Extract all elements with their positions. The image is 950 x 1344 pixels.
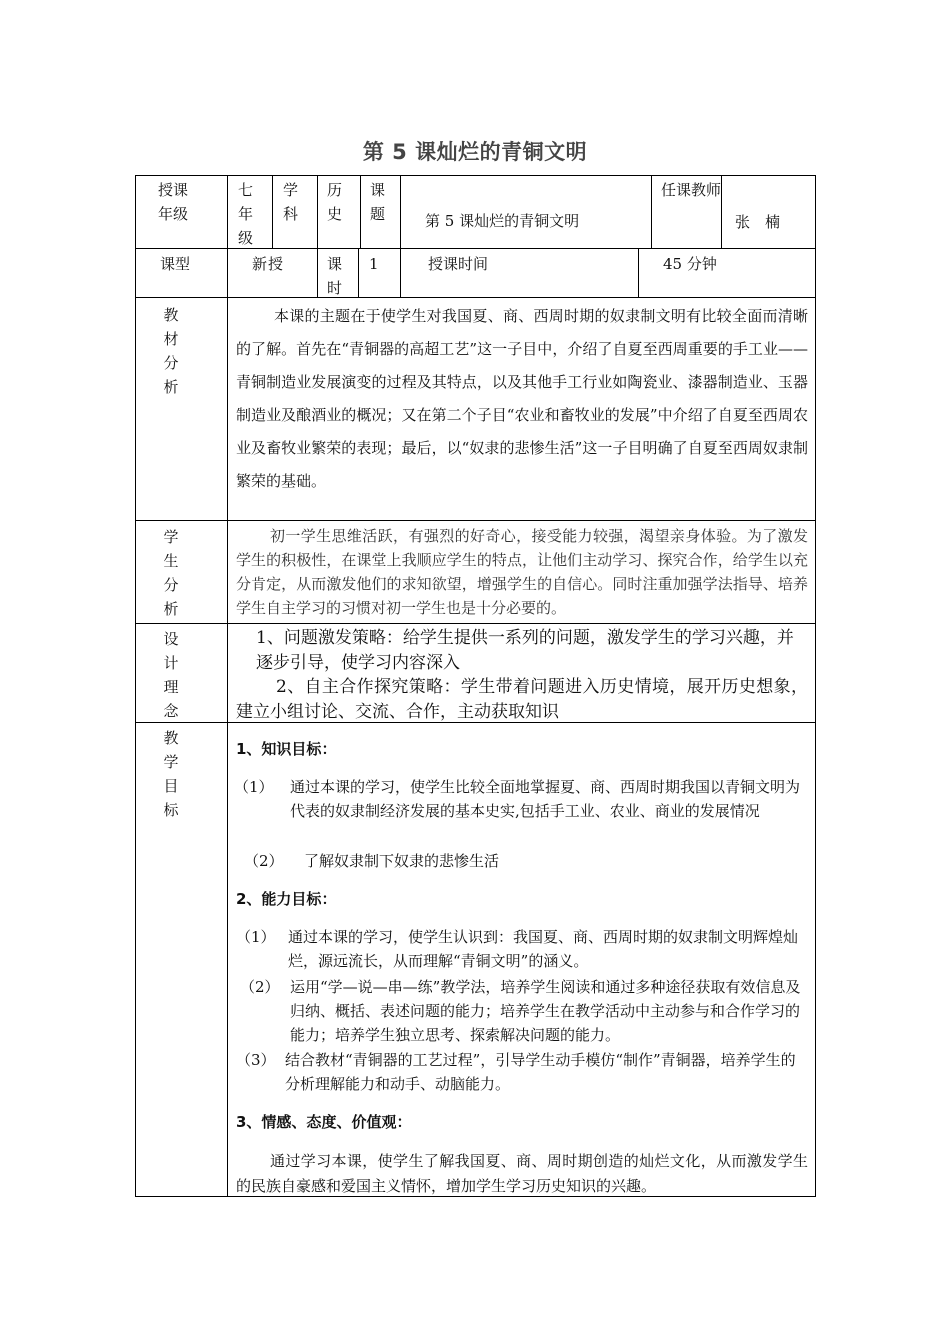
students-text: 初一学生思维活跃，有强烈的好奇心，接受能力较强，渴望亲身体验。为了激发学生的积极性，在课堂上我顺应学生的特点，让他们主动学习、探究合作，给学生以充分肯定，从而激发他们的求知欲望，增强学生的自信心。同时注重加强学法指导、培养学生自主学习的习惯对初一学生也是十分必要的。 [236,527,808,617]
time-label: 授课时间 [428,255,489,273]
knowledge-item-1: 通过本课的学习，使学生比较全面地掌握夏、商、西周时期我国以青铜文明为代表的奴隶制经济发展的基本史实,包括手工业、农业、商业的发展情况 [290,778,801,820]
column-divider [227,175,228,1197]
ability-item-2-num: （2） [240,978,280,996]
design-item-1: 1、问题激发策略：给学生提供一系列的问题，激发学生的学习兴趣，并逐步引导，使学习内容深入 [256,628,794,673]
knowledge-heading: 1、知识目标： [236,740,337,758]
hours-value: 1 [369,255,379,273]
material-text: 本课的主题在于使学生对我国夏、商、西周时期的奴隶制文明有比较全面而清晰的了解。首先在“青铜器的高超工艺”这一子目中，介绍了自夏至西周重要的手工业——青铜制造业发展演变的过程及其特点，以及其他手工行业如陶瓷业、漆器制造业、玉器制造业及酿酒业的概况；又在第二个子目“农业和畜牧业的发展”中介绍了自夏至西周农业及畜牧业繁荣的表现；最后，以“奴隶的悲惨生活”这一子目明确了自夏至西周奴隶制繁荣的基础。 [236,307,808,490]
column-divider [400,175,401,248]
grade-value: 七年级 [238,181,254,247]
row-divider [135,520,816,521]
type-value: 新授 [252,255,285,273]
subject-value: 历史 [327,181,343,223]
page-title: 第 5 课灿烂的青铜文明 [362,140,588,164]
material-label: 教材分析 [163,306,179,396]
column-divider [400,248,401,297]
hours-label: 课时 [327,255,343,297]
knowledge-item-1-num: （1） [234,778,274,796]
column-divider [638,248,639,297]
column-divider [360,175,361,248]
ability-item-3-num: （3） [236,1051,276,1069]
students-label: 学生分析 [163,528,179,618]
ability-item-3: 结合教材“青铜器的工艺过程”，引导学生动手模仿“制作”青铜器，培养学生的分析理解能力和动手、动脑能力。 [285,1051,796,1093]
column-divider [651,175,652,248]
topic-label: 课题 [370,181,386,223]
ability-heading: 2、能力目标： [236,890,337,908]
column-divider [721,175,722,248]
type-label: 课型 [160,255,191,273]
emotion-heading: 3、情感、态度、价值观： [236,1113,412,1131]
emotion-text: 通过学习本课，使学生了解我国夏、商、周时期创造的灿烂文化，从而激发学生的民族自豪感和爱国主义情怀，增加学生学习历史知识的兴趣。 [236,1152,808,1195]
design-item-2: 2、自主合作探究策略：学生带着问题进入历史情境，展开历史想象，建立小组讨论、交流、合作，主动获取知识 [236,677,808,722]
column-divider [317,175,318,248]
goals-label: 教学目标 [163,729,179,819]
subject-label: 学科 [283,181,299,223]
time-value: 45 分钟 [663,255,717,273]
design-label: 设计理念 [163,630,179,720]
ability-item-1-num: （1） [236,928,276,946]
column-divider [272,175,273,248]
column-divider [317,248,318,297]
ability-item-1: 通过本课的学习，使学生认识到：我国夏、商、西周时期的奴隶制文明辉煌灿烂，源远流长，从而理解“青铜文明”的涵义。 [288,928,799,970]
teacher-value: 张 楠 [735,213,781,231]
teacher-label: 任课教师 [661,181,722,199]
grade-label: 授课年级 [158,181,189,223]
row-divider [135,297,816,298]
row-divider [135,623,816,624]
column-divider [358,248,359,297]
knowledge-item-2-num: （2） [244,852,284,870]
knowledge-item-2: 了解奴隶制下奴隶的悲惨生活 [304,852,500,870]
ability-item-2: 运用“学—说—串—练”教学法，培养学生阅读和通过多种途径获取有效信息及归纳、概括、表述问题的能力；培养学生在教学活动中主动参与和合作学习的能力；培养学生独立思考、探索解决问题的能力。 [290,978,801,1044]
topic-value: 第 5 课灿烂的青铜文明 [425,212,580,230]
